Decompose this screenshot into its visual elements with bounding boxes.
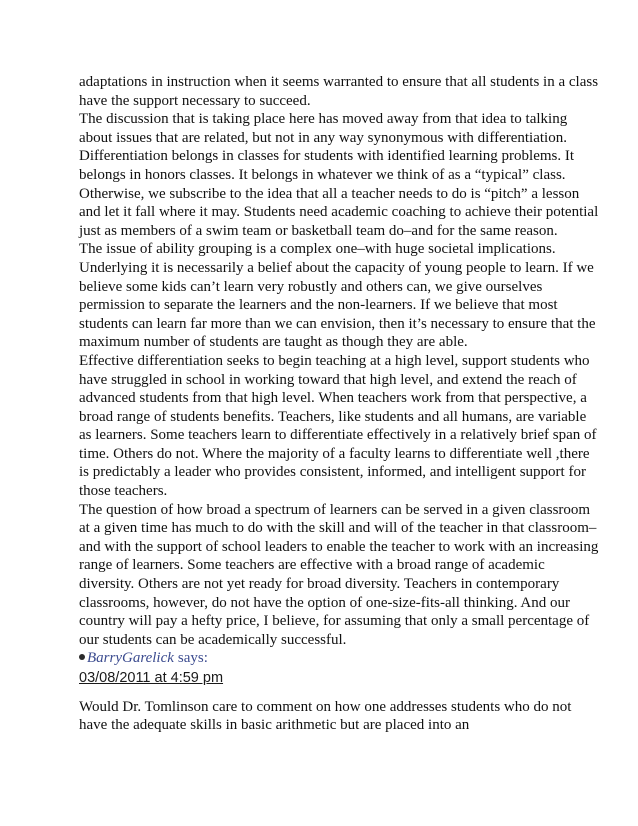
comment-timestamp-link[interactable]: 03/08/2011 at 4:59 pm — [79, 670, 224, 686]
paragraph: Differentiation belongs in classes for students with identified learning problems. It belongs in honors classes. It belongs in whatever we think of as a “typical” class. Otherwise, we subscribe to the idea that all a teacher needs to do is “pitch” a lesson and let it fall where it may. Students need academic coaching to achieve their potential just as members of a swim team or basketball team do–and for the same reason. — [79, 148, 599, 239]
comment — [79, 649, 599, 734]
document-page — [79, 73, 599, 735]
comment-author-link[interactable]: BarryGarelick — [87, 650, 174, 667]
comment-body: Would Dr. Tomlinson care to comment on how one addresses students who do not have the adequate skills in basic arithmetic but are placed into an — [79, 698, 572, 734]
bullet-icon — [79, 654, 85, 660]
paragraph: The discussion that is taking place here has moved away from that idea to talking about issues that are related, but not in any way synonymous with differentiation. — [79, 111, 568, 146]
paragraph: Effective differentiation seeks to begin teaching at a high level, support students who have struggled in school in working toward that high level, and extend the reach of advanced students from that high level. When teachers work from that perspective, a broad range of students benefits. Teachers, like students and all humans, are variable as learners. Some teachers learn to differentiate effectively in a relatively brief span of time. Others do not. Where the majority of a faculty learns to differentiate well ,there is predictably a leader who provides consistent, informed, and intelligent support for those teachers. — [79, 352, 597, 500]
comment-header — [79, 649, 599, 668]
paragraph: The issue of ability grouping is a complex one–with huge societal implications. Underlying it is necessarily a belief about the capacity of young people to learn. If we believe some kids can’t learn very robustly and others can, we give ourselves permission to separate the learners and the non-learners. If we believe that most students can learn far more than we can envision, then it’s necessary to ensure that the maximum number of students are taught as though they are able. — [79, 241, 596, 351]
paragraph: adaptations in instruction when it seems warranted to ensure that all students in a class have the support necessary to succeed. — [79, 74, 599, 109]
paragraph: The question of how broad a spectrum of learners can be served in a given classroom at a given time has much to do with the skill and will of the teacher in that classroom–and with the support of school leaders to enable the teacher to work with an increasing range of learners. Some teachers are effective with a broad range of academic diversity. Others are not yet ready for broad diversity. Teachers in contemporary classrooms, however, do not have the option of one-size-fits-all thinking. And our country will pay a hefty price, I believe, for assuming that only a small percentage of our students can be academically successful. — [79, 501, 599, 648]
comment-says-label: says: — [177, 650, 208, 667]
